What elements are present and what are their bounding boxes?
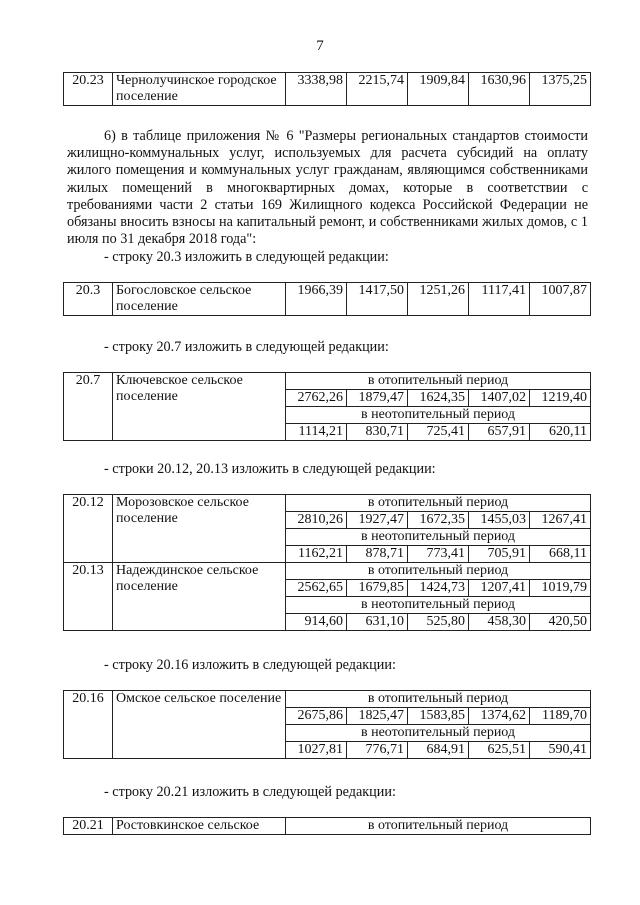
non-heating-period-label: в неотопительный период bbox=[286, 529, 591, 546]
value-cell: 590,41 bbox=[530, 742, 591, 759]
table-row bbox=[64, 73, 591, 106]
table-row bbox=[64, 818, 591, 835]
value-cell: 525,80 bbox=[408, 614, 469, 631]
value-cell: 1927,47 bbox=[347, 512, 408, 529]
value-cell: 420,50 bbox=[530, 614, 591, 631]
row-code: 20.21 bbox=[64, 818, 113, 835]
value-cell: 878,71 bbox=[347, 546, 408, 563]
table-row bbox=[64, 283, 591, 316]
value-cell: 620,11 bbox=[530, 424, 591, 441]
value-cell: 1117,41 bbox=[469, 283, 530, 316]
row-code: 20.13 bbox=[64, 563, 113, 631]
table-row bbox=[64, 691, 591, 708]
value-cell: 1027,81 bbox=[286, 742, 347, 759]
value-cell: 2810,26 bbox=[286, 512, 347, 529]
value-cell: 684,91 bbox=[408, 742, 469, 759]
value-cell: 1007,87 bbox=[530, 283, 591, 316]
row-code: 20.12 bbox=[64, 495, 113, 563]
non-heating-period-label: в неотопительный период bbox=[286, 725, 591, 742]
value-cell: 2562,65 bbox=[286, 580, 347, 597]
value-cell: 657,91 bbox=[469, 424, 530, 441]
settlement-name: Морозовское сельское поселение bbox=[113, 495, 286, 563]
value-cell: 1966,39 bbox=[286, 283, 347, 316]
row-code: 20.16 bbox=[64, 691, 113, 759]
value-cell: 1624,35 bbox=[408, 390, 469, 407]
table-row-20-23 bbox=[63, 72, 591, 106]
row-code: 20.23 bbox=[64, 73, 113, 106]
table-row bbox=[64, 373, 591, 390]
value-cell: 776,71 bbox=[347, 742, 408, 759]
instruction-20-7: - строку 20.7 изложить в следующей редакции: bbox=[104, 339, 389, 355]
value-cell: 1207,41 bbox=[469, 580, 530, 597]
row-code: 20.3 bbox=[64, 283, 113, 316]
heating-period-label: в отопительный период bbox=[286, 373, 591, 390]
value-cell: 1417,50 bbox=[347, 283, 408, 316]
value-cell: 1219,40 bbox=[530, 390, 591, 407]
value-cell: 773,41 bbox=[408, 546, 469, 563]
non-heating-period-label: в неотопительный период bbox=[286, 597, 591, 614]
value-cell: 2675,86 bbox=[286, 708, 347, 725]
heating-period-label: в отопительный период bbox=[286, 818, 591, 835]
value-cell: 1375,25 bbox=[530, 73, 591, 106]
table-rows-20-12-20-13 bbox=[63, 494, 591, 631]
value-cell: 1424,73 bbox=[408, 580, 469, 597]
table-row-20-7 bbox=[63, 372, 591, 441]
settlement-name: Богословское сельское поселение bbox=[113, 283, 286, 316]
value-cell: 631,10 bbox=[347, 614, 408, 631]
settlement-name: Чернолучинское городское поселение bbox=[113, 73, 286, 106]
value-cell: 1825,47 bbox=[347, 708, 408, 725]
instruction-20-16: - строку 20.16 изложить в следующей редакции: bbox=[104, 657, 396, 673]
value-cell: 1630,96 bbox=[469, 73, 530, 106]
heating-period-label: в отопительный период bbox=[286, 563, 591, 580]
table-row bbox=[64, 495, 591, 512]
settlement-name: Омское сельское поселение bbox=[113, 691, 286, 759]
value-cell: 1583,85 bbox=[408, 708, 469, 725]
value-cell: 1189,70 bbox=[530, 708, 591, 725]
value-cell: 625,51 bbox=[469, 742, 530, 759]
value-cell: 1019,79 bbox=[530, 580, 591, 597]
instruction-20-21: - строку 20.21 изложить в следующей редакции: bbox=[104, 784, 396, 800]
heating-period-label: в отопительный период bbox=[286, 691, 591, 708]
value-cell: 3338,98 bbox=[286, 73, 347, 106]
value-cell: 725,41 bbox=[408, 424, 469, 441]
heating-period-label: в отопительный период bbox=[286, 495, 591, 512]
instruction-20-12-20-13: - строки 20.12, 20.13 изложить в следующей редакции: bbox=[104, 461, 436, 477]
value-cell: 1879,47 bbox=[347, 390, 408, 407]
page-number: 7 bbox=[316, 38, 324, 54]
value-cell: 1672,35 bbox=[408, 512, 469, 529]
table-row bbox=[64, 563, 591, 580]
value-cell: 1909,84 bbox=[408, 73, 469, 106]
value-cell: 1267,41 bbox=[530, 512, 591, 529]
value-cell: 705,91 bbox=[469, 546, 530, 563]
row-code: 20.7 bbox=[64, 373, 113, 441]
amendment-paragraph: 6) в таблице приложения № 6 "Размеры региональных стандартов стоимости жилищно-коммунальных услуг, используемых для расчета субсидий на оплату жилого помещения и коммунальных услуг гражданам, являющимся собственниками жилых помещений в многоквартирных домах, которые в соответствии с требованиями части 2 статьи 169 Жилищного кодекса Российской Федерации не обязаны вносить взносы на капитальный ремонт, и собственниками жилых домов, с 1 июля по 31 декабря 2018 года": bbox=[67, 128, 588, 248]
value-cell: 1679,85 bbox=[347, 580, 408, 597]
table-row-20-21 bbox=[63, 817, 591, 835]
settlement-name: Ключевское сельское поселение bbox=[113, 373, 286, 441]
value-cell: 1407,02 bbox=[469, 390, 530, 407]
value-cell: 1162,21 bbox=[286, 546, 347, 563]
non-heating-period-label: в неотопительный период bbox=[286, 407, 591, 424]
value-cell: 1455,03 bbox=[469, 512, 530, 529]
value-cell: 914,60 bbox=[286, 614, 347, 631]
value-cell: 830,71 bbox=[347, 424, 408, 441]
value-cell: 668,11 bbox=[530, 546, 591, 563]
instruction-20-3: - строку 20.3 изложить в следующей редакции: bbox=[104, 249, 389, 265]
value-cell: 2762,26 bbox=[286, 390, 347, 407]
table-row-20-16 bbox=[63, 690, 591, 759]
value-cell: 1374,62 bbox=[469, 708, 530, 725]
settlement-name: Ростовкинское сельское bbox=[113, 818, 286, 835]
value-cell: 2215,74 bbox=[347, 73, 408, 106]
value-cell: 458,30 bbox=[469, 614, 530, 631]
value-cell: 1114,21 bbox=[286, 424, 347, 441]
value-cell: 1251,26 bbox=[408, 283, 469, 316]
settlement-name: Надеждинское сельское поселение bbox=[113, 563, 286, 631]
table-row-20-3 bbox=[63, 282, 591, 316]
